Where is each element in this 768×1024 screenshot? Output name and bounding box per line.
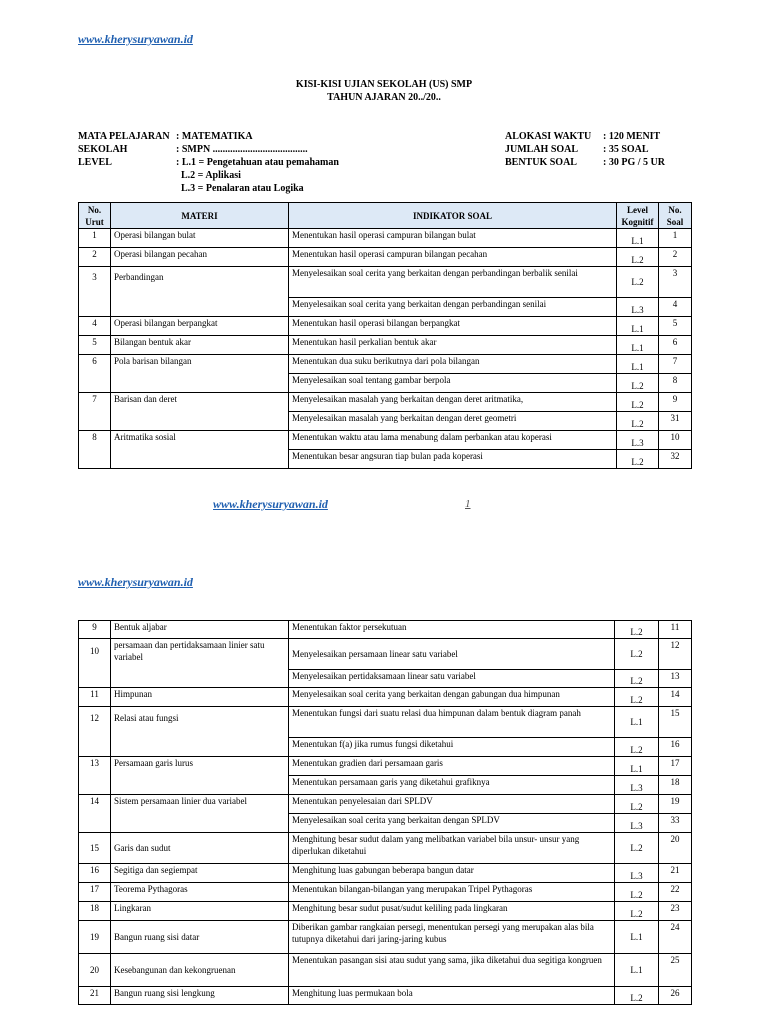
cell-materi: Bangun ruang sisi datar	[111, 921, 289, 954]
cell-soal: 31	[659, 412, 692, 431]
cell-no: 12	[79, 707, 111, 757]
cell-level: L.2	[615, 833, 659, 864]
cell-materi: Pola barisan bilangan	[111, 355, 289, 393]
cell-indikator: Menghitung besar sudut pusat/sudut keliling pada lingkaran	[289, 902, 615, 921]
cell-soal: 18	[659, 776, 692, 795]
cell-no: 2	[79, 248, 111, 267]
header-no-urut: No. Urut	[79, 203, 111, 229]
table-row	[79, 688, 692, 707]
cell-indikator: Menghitung luas gabungan beberapa bangun datar	[289, 864, 615, 883]
cell-materi: Lingkaran	[111, 902, 289, 921]
meta-bentuk-value: : 30 PG / 5 UR	[603, 157, 665, 168]
table-row	[79, 795, 692, 814]
header-no-soal: No. Soal	[659, 203, 692, 229]
cell-soal: 5	[659, 317, 692, 336]
meta-level-l1: : L.1 = Pengetahuan atau pemahaman	[176, 157, 339, 168]
kisi-table-page-2	[78, 620, 692, 1005]
cell-level: L.2	[615, 795, 659, 814]
cell-no: 4	[79, 317, 111, 336]
cell-soal: 17	[659, 757, 692, 776]
cell-indikator: Menentukan waktu atau lama menabung dalam perbankan atau koperasi	[289, 431, 617, 450]
cell-materi: Teorema Pythagoras	[111, 883, 289, 902]
table-row	[79, 864, 692, 883]
table-row	[79, 883, 692, 902]
cell-level: L.2	[617, 248, 659, 267]
cell-soal: 13	[659, 670, 692, 688]
table-row	[79, 336, 692, 355]
meta-bentuk-label: BENTUK SOAL	[505, 157, 577, 168]
cell-indikator: Menentukan f(a) jika rumus fungsi diketahui	[289, 738, 615, 757]
cell-indikator: Menentukan hasil perkalian bentuk akar	[289, 336, 617, 355]
cell-materi: Barisan dan deret	[111, 393, 289, 431]
header-materi: MATERI	[111, 203, 289, 229]
cell-no: 5	[79, 336, 111, 355]
cell-no: 17	[79, 883, 111, 902]
cell-indikator: Menentukan gradien dari persamaan garis	[289, 757, 615, 776]
cell-indikator: Menyelesaikan soal cerita yang berkaitan dengan gabungan dua himpunan	[289, 688, 615, 707]
cell-soal: 4	[659, 298, 692, 317]
cell-level: L.1	[615, 921, 659, 954]
cell-indikator: Menyelesaikan pertidaksamaan linear satu variabel	[289, 670, 615, 688]
cell-soal: 3	[659, 267, 692, 298]
cell-level: L.2	[615, 902, 659, 921]
cell-soal: 11	[659, 621, 692, 639]
table-row	[79, 954, 692, 987]
meta-mapel-value: : MATEMATIKA	[176, 131, 253, 142]
page2-header-site-link[interactable]: www.kherysuryawan.id	[78, 575, 193, 589]
cell-no: 16	[79, 864, 111, 883]
footer-site-link[interactable]: www.kherysuryawan.id	[213, 497, 328, 511]
cell-materi: persamaan dan pertidaksamaan linier satu variabel	[111, 639, 289, 688]
cell-soal: 33	[659, 814, 692, 833]
cell-materi: Segitiga dan segiempat	[111, 864, 289, 883]
cell-materi: Operasi bilangan bulat	[111, 229, 289, 248]
document-title	[0, 78, 768, 104]
table-row	[79, 248, 692, 267]
cell-indikator: Menentukan besar angsuran tiap bulan pada koperasi	[289, 450, 617, 469]
table-header-row	[79, 203, 692, 229]
cell-no: 15	[79, 833, 111, 864]
cell-level: L.2	[615, 738, 659, 757]
cell-no: 19	[79, 921, 111, 954]
cell-no: 9	[79, 621, 111, 639]
cell-indikator: Menghitung luas permukaan bola	[289, 987, 615, 1005]
cell-indikator: Diberikan gambar rangkaian persegi, menentukan persegi yang merupakan alas bila tutupnya diketahui dari jaring-jaring kubus	[289, 921, 615, 954]
cell-indikator: Menentukan dua suku berikutnya dari pola bilangan	[289, 355, 617, 374]
cell-level: L.2	[615, 883, 659, 902]
cell-level: L.3	[617, 298, 659, 317]
cell-soal: 9	[659, 393, 692, 412]
page-number: 1	[465, 498, 471, 510]
table-row	[79, 639, 692, 670]
cell-level: L.2	[615, 621, 659, 639]
cell-materi: Perbandingan	[111, 267, 289, 317]
cell-no: 3	[79, 267, 111, 317]
cell-indikator: Menyelesaikan masalah yang berkaitan dengan deret geometri	[289, 412, 617, 431]
cell-materi: Operasi bilangan berpangkat	[111, 317, 289, 336]
table-row	[79, 393, 692, 412]
table-row	[79, 987, 692, 1005]
cell-indikator: Menyelesaikan soal tentang gambar berpola	[289, 374, 617, 393]
cell-indikator: Menentukan persamaan garis yang diketahui grafiknya	[289, 776, 615, 795]
table-row	[79, 921, 692, 954]
meta-jumlah-label: JUMLAH SOAL	[505, 144, 579, 155]
cell-indikator: Menyelesaikan soal cerita yang berkaitan dengan perbandingan senilai	[289, 298, 617, 317]
table-row	[79, 902, 692, 921]
cell-indikator: Menyelesaikan persamaan linear satu variabel	[289, 639, 615, 670]
cell-level: L.2	[615, 670, 659, 688]
cell-level: L.2	[617, 267, 659, 298]
cell-no: 7	[79, 393, 111, 431]
cell-indikator: Menentukan hasil operasi campuran bilangan bulat	[289, 229, 617, 248]
title-line-2: TAHUN AJARAN 20../20..	[327, 92, 441, 103]
cell-soal: 14	[659, 688, 692, 707]
cell-soal: 7	[659, 355, 692, 374]
cell-level: L.2	[615, 987, 659, 1005]
cell-indikator: Menentukan bilangan-bilangan yang merupakan Tripel Pythagoras	[289, 883, 615, 902]
cell-soal: 22	[659, 883, 692, 902]
cell-level: L.1	[615, 954, 659, 987]
cell-soal: 32	[659, 450, 692, 469]
cell-soal: 8	[659, 374, 692, 393]
cell-no: 14	[79, 795, 111, 833]
cell-no: 11	[79, 688, 111, 707]
cell-materi: Garis dan sudut	[111, 833, 289, 864]
cell-no: 18	[79, 902, 111, 921]
cell-materi: Relasi atau fungsi	[111, 707, 289, 757]
cell-soal: 10	[659, 431, 692, 450]
cell-indikator: Menyelesaikan masalah yang berkaitan dengan deret aritmatika,	[289, 393, 617, 412]
cell-no: 21	[79, 987, 111, 1005]
cell-soal: 26	[659, 987, 692, 1005]
cell-soal: 21	[659, 864, 692, 883]
cell-level: L.3	[615, 864, 659, 883]
cell-soal: 16	[659, 738, 692, 757]
cell-level: L.2	[617, 412, 659, 431]
cell-no: 1	[79, 229, 111, 248]
cell-materi: Himpunan	[111, 688, 289, 707]
table-row	[79, 621, 692, 639]
cell-no: 13	[79, 757, 111, 795]
cell-level: L.3	[615, 814, 659, 833]
cell-soal: 20	[659, 833, 692, 864]
cell-level: L.3	[615, 776, 659, 795]
cell-soal: 2	[659, 248, 692, 267]
meta-level-l3: L.3 = Penalaran atau Logika	[181, 183, 304, 194]
cell-no: 6	[79, 355, 111, 393]
cell-level: L.2	[617, 374, 659, 393]
cell-materi: Persamaan garis lurus	[111, 757, 289, 795]
table-row	[79, 757, 692, 776]
meta-alokasi-label: ALOKASI WAKTU	[505, 131, 592, 142]
table-row	[79, 267, 692, 298]
cell-soal: 12	[659, 639, 692, 670]
cell-indikator: Menentukan hasil operasi bilangan berpangkat	[289, 317, 617, 336]
cell-materi: Aritmatika sosial	[111, 431, 289, 469]
cell-indikator: Menyelesaikan soal cerita yang berkaitan dengan perbandingan berbalik senilai	[289, 267, 617, 298]
cell-no: 10	[79, 639, 111, 688]
cell-level: L.1	[617, 317, 659, 336]
cell-level: L.2	[615, 639, 659, 670]
meta-level-label: LEVEL	[78, 157, 112, 168]
cell-indikator: Menentukan penyelesaian dari SPLDV	[289, 795, 615, 814]
cell-soal: 25	[659, 954, 692, 987]
title-line-1: KISI-KISI UJIAN SEKOLAH (US) SMP	[295, 79, 473, 90]
cell-soal: 6	[659, 336, 692, 355]
table-row	[79, 833, 692, 864]
header-site-link[interactable]: www.kherysuryawan.id	[78, 32, 193, 46]
cell-level: L.1	[615, 707, 659, 738]
cell-indikator: Menentukan hasil operasi campuran bilangan pecahan	[289, 248, 617, 267]
header-indikator: INDIKATOR SOAL	[289, 203, 617, 229]
cell-indikator: Menyelesaikan soal cerita yang berkaitan dengan SPLDV	[289, 814, 615, 833]
kisi-table-page-1	[78, 202, 692, 469]
cell-materi: Bilangan bentuk akar	[111, 336, 289, 355]
cell-materi: Operasi bilangan pecahan	[111, 248, 289, 267]
cell-materi: Sistem persamaan linier dua variabel	[111, 795, 289, 833]
table-row	[79, 317, 692, 336]
table-row	[79, 707, 692, 738]
header-level: Level Kognitif	[617, 203, 659, 229]
cell-level: L.2	[617, 393, 659, 412]
cell-soal: 1	[659, 229, 692, 248]
meta-alokasi-value: : 120 MENIT	[603, 131, 661, 142]
cell-no: 20	[79, 954, 111, 987]
cell-soal: 15	[659, 707, 692, 738]
cell-level: L.1	[617, 355, 659, 374]
cell-level: L.1	[617, 336, 659, 355]
cell-soal: 23	[659, 902, 692, 921]
table-row	[79, 355, 692, 374]
cell-no: 8	[79, 431, 111, 469]
cell-materi: Bentuk aljabar	[111, 621, 289, 639]
cell-level: L.2	[617, 450, 659, 469]
cell-materi: Kesebangunan dan kekongruenan	[111, 954, 289, 987]
cell-level: L.1	[615, 757, 659, 776]
meta-level-l2: L.2 = Aplikasi	[181, 170, 241, 181]
cell-soal: 19	[659, 795, 692, 814]
meta-jumlah-value: : 35 SOAL	[603, 144, 649, 155]
cell-level: L.3	[617, 431, 659, 450]
cell-soal: 24	[659, 921, 692, 954]
cell-indikator: Menentukan faktor persekutuan	[289, 621, 615, 639]
table-row	[79, 431, 692, 450]
cell-indikator: Menghitung besar sudut dalam yang melibatkan variabel bila unsur- unsur yang diperlukan diketahui	[289, 833, 615, 864]
cell-level: L.2	[615, 688, 659, 707]
table-row	[79, 229, 692, 248]
cell-indikator: Menentukan fungsi dari suatu relasi dua himpunan dalam bentuk diagram panah	[289, 707, 615, 738]
cell-indikator: Menentukan pasangan sisi atau sudut yang sama, jika diketahui dua segitiga kongruen	[289, 954, 615, 987]
cell-materi: Bangun ruang sisi lengkung	[111, 987, 289, 1005]
meta-sekolah-value: : SMPN ......................................	[176, 144, 308, 155]
cell-level: L.1	[617, 229, 659, 248]
meta-mapel-label: MATA PELAJARAN	[78, 131, 170, 142]
meta-sekolah-label: SEKOLAH	[78, 144, 128, 155]
